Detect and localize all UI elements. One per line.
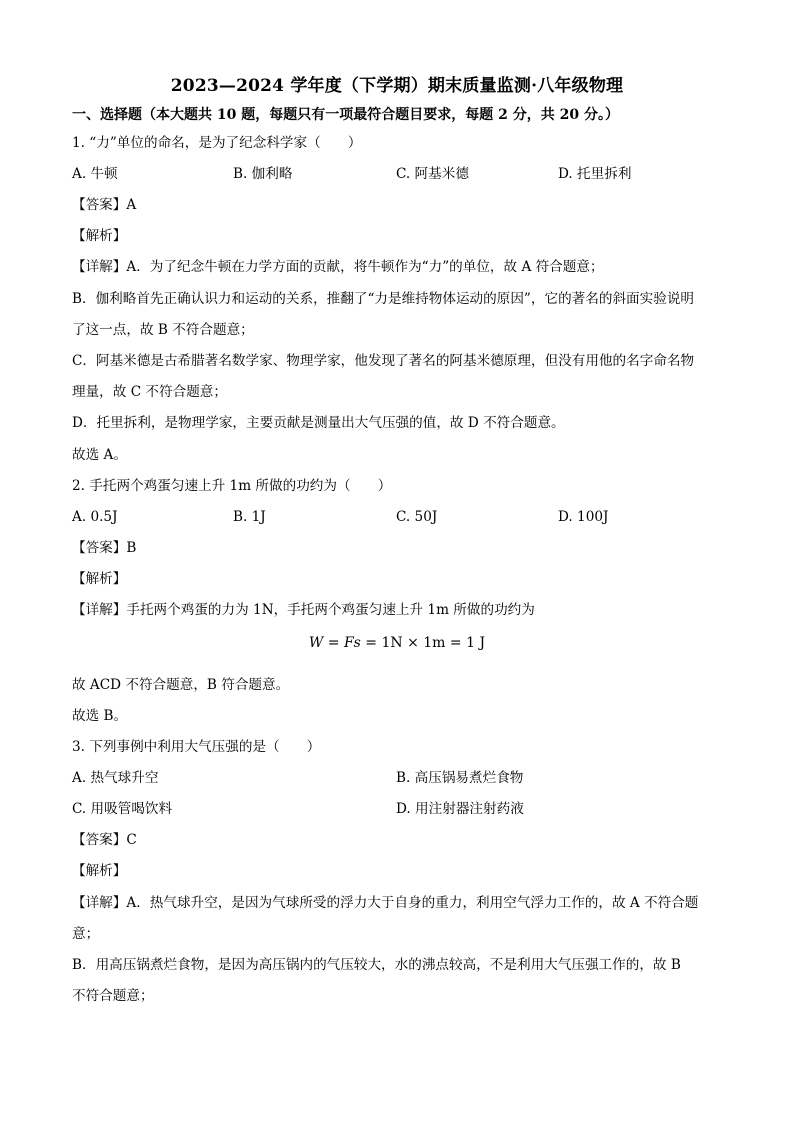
q3-detail-line-1: A．热气球升空，是因为气球所受的浮力大于自身的重力，利用空气浮力工作的，故 A 不符合题 <box>126 895 699 911</box>
q1-detail-line-1: A．为了纪念牛顿在力学方面的贡献，将牛顿作为“力”的单位，故 A 符合题意； <box>126 259 604 275</box>
detail-tag: 【详解】 <box>72 259 127 275</box>
q2-stem: 2. 手托两个鸡蛋匀速上升 1m 所做的功约为（ ） <box>72 478 392 494</box>
q2-formula <box>0 635 794 651</box>
q1-conclusion: 故选 A。 <box>72 447 127 463</box>
q1-stem: 1. “力”单位的命名，是为了纪念科学家（ ） <box>72 135 362 151</box>
q2-detail-line: 手托两个鸡蛋的力为 1N，手托两个鸡蛋匀速上升 1m 所做的功约为 <box>126 602 535 618</box>
q3-option-c: C. 用吸管喝饮料 <box>72 801 173 817</box>
q2-analysis-tag: 【解析】 <box>72 571 127 587</box>
section-heading: 一、选择题（本大题共 10 题，每题只有一项最符合题目要求，每题 2 分，共 20 分。） <box>72 107 619 123</box>
q2-conclusion: 故选 B。 <box>72 708 128 724</box>
detail-tag: 【详解】 <box>72 895 127 911</box>
q3-option-b: B. 高压锅易煮烂食物 <box>396 770 524 786</box>
detail-tag: 【详解】 <box>72 602 127 618</box>
q2-after-formula: 故 ACD 不符合题意，B 符合题意。 <box>72 677 290 693</box>
q1-analysis-tag: 【解析】 <box>72 228 127 244</box>
q2-formula-lhs: W = Fs = <box>308 635 382 651</box>
answer-tag: 【答案】 <box>72 540 127 556</box>
answer-tag: 【答案】 <box>72 197 127 213</box>
q2-option-d: D. 100J <box>558 509 609 525</box>
q1-detail-row <box>72 258 604 276</box>
q3-answer-row <box>72 831 137 849</box>
q1-answer-value: A <box>126 197 137 213</box>
q1-option-b: B. 伽利略 <box>233 166 293 182</box>
q1-option-d: D. 托里拆利 <box>558 166 632 182</box>
q1-detail-line-5: 理量，故 C 不符合题意； <box>72 384 227 400</box>
q2-option-b: B. 1J <box>233 509 266 525</box>
q3-detail-line-3: B．用高压锅煮烂食物，是因为高压锅内的气压较大，水的沸点较高，不是利用大气压强工作的，故 B <box>72 957 681 973</box>
q2-answer-value: B <box>126 540 137 556</box>
q2-answer-row <box>72 539 136 557</box>
q1-option-a: A. 牛顿 <box>72 166 118 182</box>
q1-answer-row <box>72 196 136 214</box>
q3-detail-row <box>72 894 698 912</box>
q3-detail-line-2: 意； <box>72 926 100 942</box>
q3-option-a: A. 热气球升空 <box>72 770 159 786</box>
q2-option-c: C. 50J <box>396 509 438 525</box>
q3-detail-line-4: 不符合题意； <box>72 988 154 1004</box>
q1-detail-line-6: D．托里拆利，是物理学家，主要贡献是测量出大气压强的值，故 D 不符合题意。 <box>72 415 565 431</box>
q2-option-a: A. 0.5J <box>72 509 118 525</box>
q3-answer-value: C <box>126 832 137 848</box>
q3-analysis-tag: 【解析】 <box>72 863 127 879</box>
q3-option-d: D. 用注射器注射药液 <box>396 801 524 817</box>
q1-detail-line-3: 了这一点，故 B 不符合题意； <box>72 322 254 338</box>
answer-tag: 【答案】 <box>72 832 127 848</box>
q2-detail-row <box>72 601 535 619</box>
q1-detail-line-4: C．阿基米德是古希腊著名数学家、物理学家，他发现了著名的阿基米德原理，但没有用他的名字命名物 <box>72 353 695 369</box>
q1-option-c: C. 阿基米德 <box>396 166 469 182</box>
q3-stem: 3. 下列事例中利用大气压强的是（ ） <box>72 739 321 755</box>
q2-formula-rhs: 1N × 1m = 1 J <box>381 635 486 651</box>
page-title: 2023—2024 学年度（下学期）期末质量监测·八年级物理 <box>170 76 624 96</box>
q1-detail-line-2: B．伽利略首先正确认识力和运动的关系，推翻了“力是维持物体运动的原因”，它的著名的斜面实验说明 <box>72 291 695 307</box>
